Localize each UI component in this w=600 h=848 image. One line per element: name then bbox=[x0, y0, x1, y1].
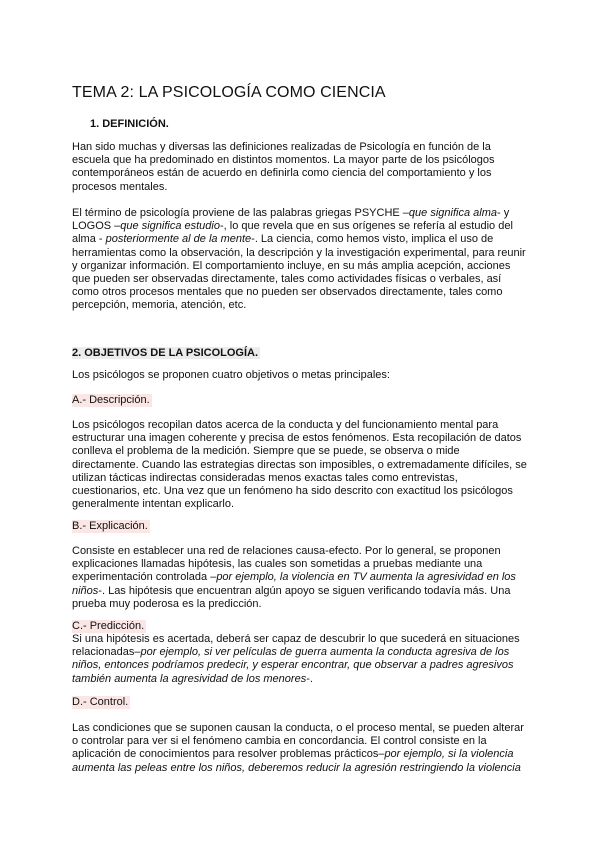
definicion-paragraph-1: Han sido muchas y diversas las definiciones realizadas de Psicología en función de la escuela que ha predominado en distintos momentos. La mayor parte de los psicólogos contemporáneos están de acuerdo en definirla como ciencia del comportamiento y los procesos mentales. bbox=[72, 141, 495, 193]
text-run: Si una hipótesis es acertada, deberá ser capaz de descubrir lo que sucederá en situaciones relacionadas– bbox=[72, 633, 520, 659]
text-run: -, lo que revela que en sus orígenes se refería al estudio del alma - bbox=[72, 220, 513, 246]
text-run: - y LOGOS – bbox=[72, 207, 510, 233]
subsection-prediccion-heading: C.- Predicción. bbox=[72, 620, 145, 632]
control-paragraph bbox=[72, 722, 527, 775]
section-definicion-heading: 1. DEFINICIÓN. bbox=[90, 118, 169, 130]
subsection-control-heading: D.- Control. bbox=[72, 696, 129, 708]
page-title: TEMA 2: LA PSICOLOGÍA COMO CIENCIA bbox=[72, 84, 386, 101]
italic-run: posteriormente al de la mente bbox=[102, 233, 252, 246]
objetivos-intro: Los psicólogos se proponen cuatro objetivos o metas principales: bbox=[72, 369, 390, 381]
italic-run: por ejemplo, si la violencia aumenta las peleas entre los niños, deberemos reducir la agresión restringiendo la violencia bbox=[72, 748, 521, 774]
italic-run: por ejemplo, si ver películas de guerra aumenta la conducta agresiva de los niños, entonces podríamos predecir, y esperar encontrar, que observar a padres agresivos también aumenta la agresividad de los menores bbox=[72, 646, 514, 685]
text-run: -. La ciencia, como hemos visto, implica el uso de herramientas como la observación, la descripción y la investigación experimental, para reunir y organizar información. El comportamiento incluye, en su más amplia acepción, acciones que pueden ser observadas directamente, tales como actividades físicas o verbales, así como otros procesos mentales que no pueden ser observados directamente, tales como percepción, memoria, atención, etc. bbox=[72, 233, 526, 312]
text-run: -. bbox=[306, 672, 313, 685]
prediccion-paragraph bbox=[72, 633, 527, 686]
text-run: Las condiciones que se suponen causan la conducta, o el proceso mental, se pueden alterar o controlar para ver si el fenómeno cambia en concordancia. El control consiste en la aplicación de conocimientos para resolver problemas prácticos– bbox=[72, 722, 524, 761]
italic-run: por ejemplo, la violencia en TV aumenta la agresividad en los niños bbox=[72, 571, 516, 597]
explicacion-paragraph bbox=[72, 545, 527, 611]
italic-run: que significa estudio bbox=[120, 220, 220, 233]
italic-run: que significa alma bbox=[408, 207, 497, 219]
subsection-explicacion-heading: B.- Explicación. bbox=[72, 520, 148, 532]
subsection-descripcion-heading: A.- Descripción. bbox=[72, 394, 150, 406]
text-run: El término de psicología proviene de las palabras griegas PSYCHE – bbox=[72, 207, 409, 219]
section-objetivos-heading: 2. OBJETIVOS DE LA PSICOLOGÍA. bbox=[72, 347, 259, 359]
text-run: -. Las hipótesis que encuentran algún apoyo se siguen verificando todavía más. Una prueba muy poderosa es la predicción. bbox=[72, 584, 511, 610]
descripcion-paragraph: Los psicólogos recopilan datos acerca de la conducta y del funcionamiento mental para estructurar una imagen coherente y precisa de estos fenómenos. Esta recopilación de datos conlleva el problema de la medición. Siempre que se puede, se observa o mide directamente. Cuando las estrategias directas son imposibles, o extremadamente difíciles, se utilizan tácticas indirectas consideradas menos exactas tales como entrevistas, cuestionarios, etc. Una vez que un fenómeno ha sido descrito con exactitud los psicólogos generalmente intentan explicarlo. bbox=[72, 419, 527, 511]
text-run: Consiste en establecer una red de relaciones causa-efecto. Por lo general, se proponen explicaciones llamadas hipótesis, las cuales son sometidas a pruebas mediante una experimentación controlada – bbox=[72, 545, 501, 584]
definicion-paragraph-2 bbox=[72, 207, 527, 313]
